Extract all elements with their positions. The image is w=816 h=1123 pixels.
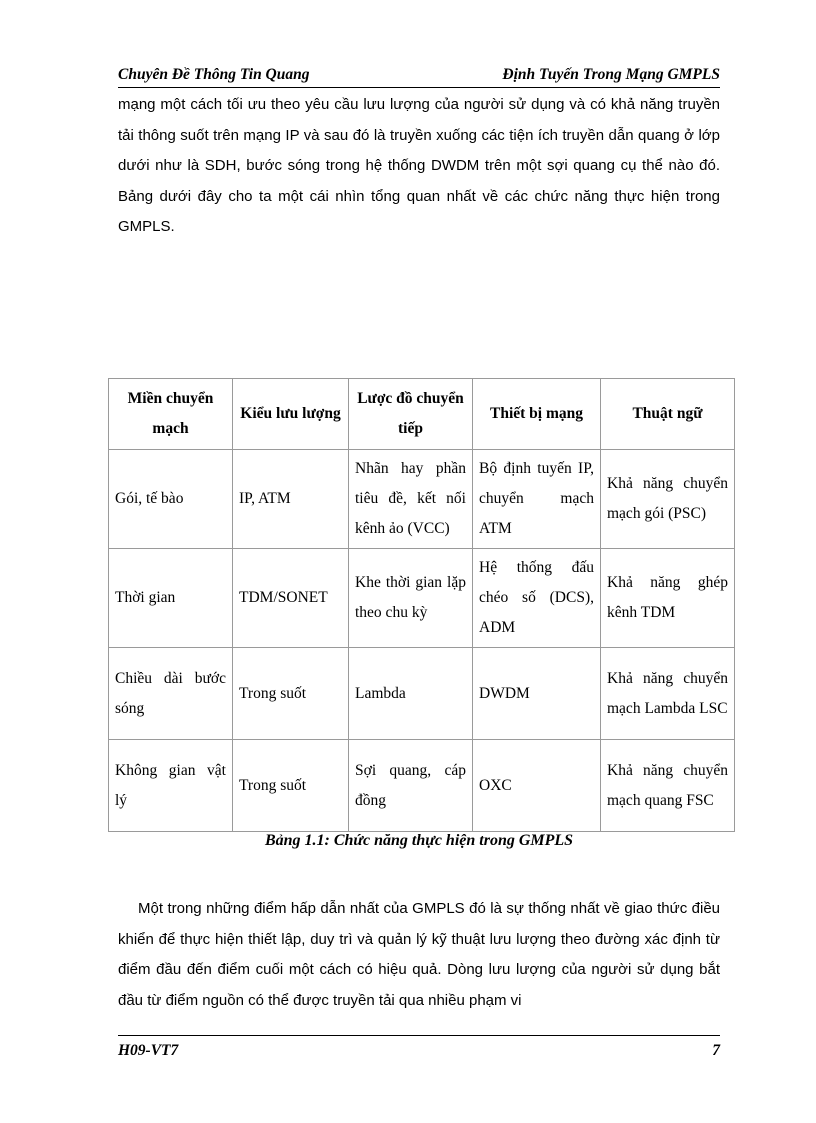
table-cell: OXC [473,740,601,832]
table-cell: Thời gian [109,549,233,648]
table-caption: Bảng 1.1: Chức năng thực hiện trong GMPLS [264,832,574,849]
footer-document-code: H09-VT7 [118,1042,179,1059]
table-cell: IP, ATM [233,450,349,549]
gmpls-functions-table [108,378,735,832]
page-number: 7 [712,1042,720,1059]
column-header: Kiểu lưu lượng [233,379,349,450]
page-header [118,66,720,88]
body-paragraph: Một trong những điểm hấp dẫn nhất của GMPLS đó là sự thống nhất về giao thức điều khiển để thực hiện thiết lập, duy trì và quản lý kỹ thuật lưu lượng theo đường xác định từ điểm đầu đến điểm cuối một cách có hiệu quả. Dòng lưu lượng của người sử dụng bắt đầu từ điểm nguồn có thể được truyền tải qua nhiều phạm vi [118,900,720,1009]
column-header: Thuật ngữ [601,379,735,450]
table-cell: Sợi quang, cáp đồng [349,740,473,832]
intro-paragraph: mạng một cách tối ưu theo yêu cầu lưu lượng của người sử dụng và có khả năng truyền tải thông suốt trên mạng IP và sau đó là truyền xuống các tiện ích truyền dẫn quang ở lớp dưới như là SDH, bước sóng trong hệ thống DWDM trên một sợi quang cụ thể nào đó. Bảng dưới đây cho ta một cái nhìn tổng quan nhất về các chức năng thực hiện trong GMPLS. [118,96,720,236]
table-cell: Khả năng chuyển mạch gói (PSC) [601,450,735,549]
table-cell: Trong suốt [233,648,349,740]
header-left-title: Chuyên Đề Thông Tin Quang [118,66,310,83]
table-cell: Không gian vật lý [109,740,233,832]
table-row [109,549,735,648]
table-cell: Khả năng chuyển mạch quang FSC [601,740,735,832]
table-cell: DWDM [473,648,601,740]
column-header: Thiết bị mạng [473,379,601,450]
table-cell: Gói, tế bào [109,450,233,549]
table-cell: Khe thời gian lặp theo chu kỳ [349,549,473,648]
column-header: Lược đồ chuyển tiếp [349,379,473,450]
table-cell: TDM/SONET [233,549,349,648]
table-cell: Hệ thống đấu chéo số (DCS), ADM [473,549,601,648]
table-row [109,648,735,740]
table-header-row [109,379,735,450]
header-right-title: Định Tuyến Trong Mạng GMPLS [502,66,720,83]
page-footer [118,1035,720,1060]
table-cell: Khả năng ghép kênh TDM [601,549,735,648]
table-row [109,450,735,549]
table-cell: Khả năng chuyển mạch Lambda LSC [601,648,735,740]
table-cell: Bộ định tuyến IP, chuyển mạch ATM [473,450,601,549]
table-cell: Lambda [349,648,473,740]
table-cell: Trong suốt [233,740,349,832]
table-row [109,740,735,832]
table-cell: Chiều dài bước sóng [109,648,233,740]
column-header: Miền chuyển mạch [109,379,233,450]
table-cell: Nhãn hay phần tiêu đề, kết nối kênh ảo (VCC) [349,450,473,549]
